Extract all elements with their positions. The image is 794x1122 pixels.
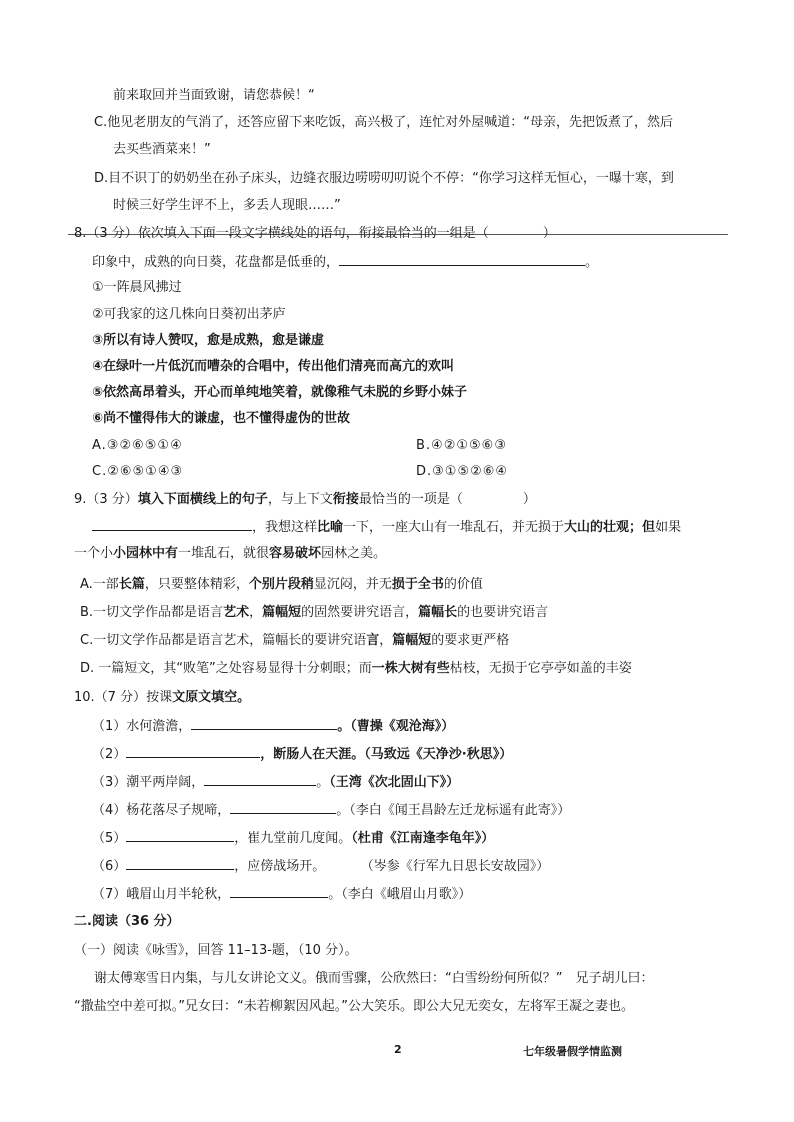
q9-option-d[interactable] — [80, 660, 632, 678]
q9-stem-mid: ，与上下文 — [267, 492, 333, 507]
q8-stem — [74, 225, 556, 243]
q9-c-part1: C.一切文学作品都是语言艺术，篇幅长的要讲究语 — [80, 633, 367, 648]
q9-stem-bold2: 衔接 — [332, 492, 359, 507]
q8-answer-blank[interactable] — [339, 253, 585, 266]
q7-option-b-continuation: 前来取回并当面致谢，请您恭候！“ — [113, 88, 315, 103]
page-number: 2 — [394, 1043, 402, 1056]
q8-item-2: ②可我家的这几株向日葵初出茅庐 — [92, 307, 286, 322]
q9-c-part3: ， — [379, 633, 393, 648]
q9-passage-line1 — [92, 518, 681, 537]
q9-d-part2: 一株大树有些 — [371, 661, 450, 676]
q9-line2-e: 如果 — [655, 520, 682, 535]
q9-a-part5: 显沉闷，并无 — [313, 577, 392, 592]
section-2-title: 二.阅读（36 分） — [74, 914, 180, 929]
passage-paragraph-line1: 谢太傅寒雪日内集，与儿女讲论文义。俄而雪骤，公欣然曰：“白雪纷纷何所似？” 兄子胡儿曰： — [94, 971, 654, 986]
q10-item-1-after: 。 — [337, 719, 351, 734]
q10-item-7-prompt: （7）峨眉山月半轮秋， — [92, 887, 231, 902]
q9-c-part4: 篇幅短 — [392, 633, 432, 648]
passage-paragraph-line2: “撒盐空中差可拟。”兄女曰：“未若柳絮因风起。”公大笑乐。即公大兄无奕女，左将军王凝之妻也。 — [74, 999, 634, 1014]
q8-item-1: ①一阵晨风拂过 — [92, 280, 182, 295]
q9-a-part3: ，只要整体精彩， — [144, 577, 249, 592]
q10-item-5 — [92, 829, 494, 848]
q9-option-b[interactable] — [80, 604, 548, 622]
q9-c-part5: 的要求更严格 — [431, 633, 510, 648]
q9-b-part4: 篇幅短 — [262, 605, 302, 620]
q10-item-5-blank[interactable] — [126, 829, 234, 842]
q9-stem-close: ） — [522, 492, 536, 507]
footer-title: 七年级暑假学情监测 — [523, 1045, 622, 1058]
q10-item-5-after: ，崔九堂前几度闻。 — [234, 831, 352, 846]
q10-item-7-blank[interactable] — [230, 885, 328, 898]
q9-b-part1: B.一切文学作品都是语言 — [80, 605, 224, 620]
q8-option-a[interactable]: A.③②⑥⑤①④ — [92, 438, 183, 453]
q9-b-part5: 的固然要讲究语言， — [301, 605, 419, 620]
q10-item-1-blank[interactable] — [191, 717, 337, 730]
q8-item-4: ④在绿叶一片低沉而嘈杂的合唱中，传出他们清亮而高亢的欢叫 — [92, 359, 455, 374]
q9-c-part2: 言 — [366, 633, 380, 648]
q7-option-c-line2: 去买些酒菜来！” — [113, 142, 211, 157]
q9-a-part7: 的价值 — [443, 577, 483, 592]
q10-item-3-source: （王湾《次北固山下》） — [329, 775, 460, 790]
q10-item-5-prompt: （5） — [92, 831, 127, 846]
q9-line2-b: 比喻 — [317, 520, 344, 535]
q8-item-6 — [92, 410, 350, 428]
q9-line3-b: 小园林中有 — [113, 546, 179, 561]
q9-passage-line2 — [74, 545, 386, 563]
q9-line3-d: 容易破坏 — [269, 546, 322, 561]
q10-item-6-after: ，应傍战场开。 — [234, 859, 326, 874]
q10-item-4-source: （李白《闻王昌龄左迁龙标遥有此寄》） — [349, 803, 571, 818]
q8-item-5: ⑤依然高昂着头，开心而单纯地笑着，就像稚气未脱的乡野小妹子 — [92, 385, 468, 400]
q10-item-1 — [92, 717, 454, 736]
q10-item-2-prompt: （2） — [92, 747, 127, 762]
q10-item-4-after: 。 — [336, 803, 350, 818]
q9-b-part6: 篇幅长 — [418, 605, 458, 620]
q10-item-1-source: （曹操《观沧海》） — [350, 719, 455, 734]
q8-item-3: ③所以有诗人赞叹，愈是成熟，愈是谦虚 — [92, 333, 325, 348]
q10-item-3-after: 。 — [316, 775, 330, 790]
q9-line2-d: 大山的壮观；但 — [564, 520, 656, 535]
q8-stem-close: ） — [542, 226, 556, 241]
section-2-subtitle: （一）阅读《咏雪》，回答 11–13-题，（10 分）。 — [74, 943, 358, 958]
q9-a-part1: A.一部 — [80, 577, 119, 592]
q8-sentence — [92, 253, 598, 272]
q9-d-part3: 枯枝，无损于它亭亭如盖的丰姿 — [449, 661, 632, 676]
q9-a-part4: 个别片段稍 — [248, 577, 314, 592]
q9-a-part6: 损于全书 — [391, 577, 444, 592]
q10-stem — [74, 689, 250, 707]
q10-item-7 — [92, 885, 471, 904]
q10-item-4 — [92, 801, 570, 820]
q10-item-2 — [92, 745, 512, 764]
q10-item-6-source: （岑参《行军九日思长安故园》） — [367, 859, 550, 874]
q10-item-6-prompt: （6） — [92, 859, 127, 874]
q9-b-part3: ， — [249, 605, 263, 620]
q9-a-part2: 长篇 — [118, 577, 145, 592]
q8-sentence-end: 。 — [585, 255, 599, 270]
q7-option-d-line2: 时候三好学生评不上，多丢人现眼……” — [113, 198, 341, 213]
q10-item-4-prompt: （4）杨花落尽子规啼， — [92, 803, 231, 818]
q10-item-6-blank[interactable] — [126, 857, 234, 870]
q10-stem-text: 10.（7 分）按课 — [74, 690, 173, 705]
q9-line3-c: 一堆乱石，就很 — [178, 546, 270, 561]
q9-stem-end: 最恰当的一项是（ — [358, 492, 463, 507]
q8-sentence-text: 印象中，成熟的向日葵，花盘都是低垂的， — [92, 255, 340, 270]
q9-option-c[interactable] — [80, 632, 509, 650]
q9-line2-c: 一下，一座大山有一堆乱石，并无损于 — [343, 520, 565, 535]
q9-answer-blank[interactable] — [92, 518, 252, 531]
q10-item-4-blank[interactable] — [230, 801, 336, 814]
q7-option-d-line1: D.目不识丁的奶奶坐在孙子床头，边缝衣服边唠唠叨叨说个不停：“你学习这样无恒心，一曝十寒，到 — [94, 171, 674, 186]
q10-stem-bold: 文原文填空。 — [172, 690, 251, 705]
q9-option-a[interactable] — [80, 576, 483, 594]
q10-item-1-prompt: （1）水何澹澹， — [92, 719, 192, 734]
q10-item-7-source: （李白《峨眉山月歌》） — [341, 887, 472, 902]
q8-option-b[interactable]: B.④②①⑤⑥③ — [416, 438, 507, 453]
q9-d-part1: D. 一篇短文，其“败笔”之处容易显得十分刺眼；而 — [80, 661, 372, 676]
q10-item-2-source: （马致远《天净沙·秋思》） — [364, 747, 513, 762]
q9-b-part7: 的也要讲究语言 — [457, 605, 549, 620]
q10-item-2-after: ，断肠人在天涯。 — [260, 747, 365, 762]
q9-line3-e: 园林之美。 — [321, 546, 387, 561]
q10-item-3-prompt: （3）潮平两岸阔， — [92, 775, 205, 790]
q10-item-7-after: 。 — [328, 887, 342, 902]
q10-item-3-blank[interactable] — [204, 773, 316, 786]
q10-item-6 — [92, 857, 549, 876]
q9-stem — [74, 491, 536, 509]
q9-stem-bold: 填入下面横线上的句子 — [137, 492, 268, 507]
q10-item-3 — [92, 773, 459, 792]
q9-line2-a: ，我想这样 — [252, 520, 318, 535]
q10-item-2-blank[interactable] — [126, 745, 260, 758]
q8-item-6-text: ⑥尚不懂得伟大的谦虚，也不懂得虚伪的世故 — [92, 411, 351, 426]
q9-line3-a: 一个小 — [74, 546, 114, 561]
q8-option-d[interactable]: D.③①⑤②⑥④ — [416, 464, 509, 479]
q8-option-c[interactable]: C.②⑥⑤①④③ — [92, 464, 184, 479]
q9-stem-start: 9.（3 分） — [74, 492, 138, 507]
q9-b-part2: 艺术 — [223, 605, 250, 620]
q8-stem-text: 8.（3 分）依次填入下面一段文字横线处的语句，衔接最恰当的一组是（ — [74, 226, 489, 241]
q7-option-c-line1: C.他见老朋友的气消了，还答应留下来吃饭，高兴极了，连忙对外屋喊道：“母亲，先把饭煮了，然后 — [94, 115, 673, 130]
q10-item-5-source: （杜甫《江南逢李龟年》） — [351, 831, 495, 846]
